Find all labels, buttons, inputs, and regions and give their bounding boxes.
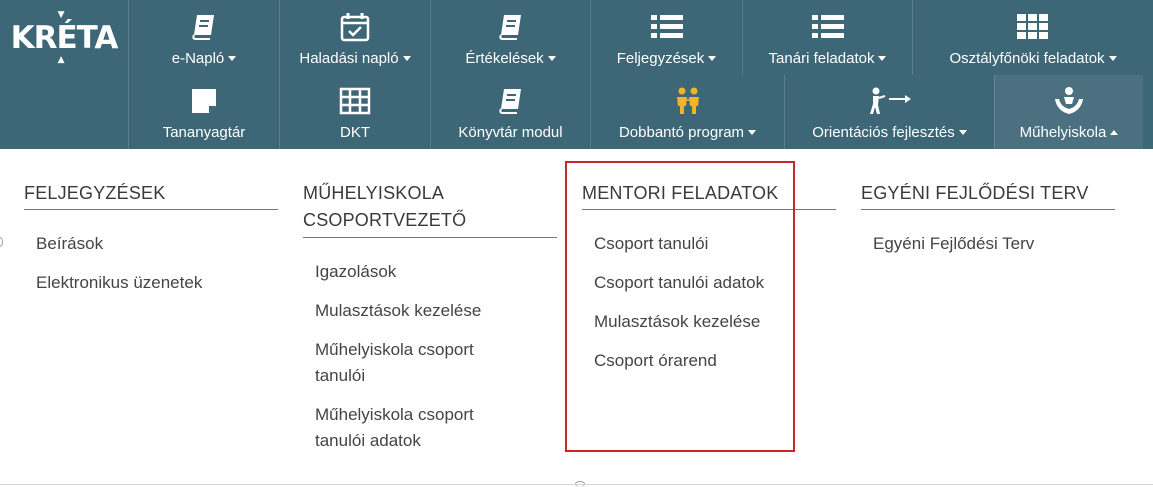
menu-link-igazolasok[interactable]: Igazolások — [315, 262, 397, 281]
column-divider — [861, 209, 1115, 210]
menu-link-egyeni-fejlodesi-terv[interactable]: Egyéni Fejlődési Terv — [873, 234, 1035, 253]
nav-label: Műhelyiskola — [1019, 124, 1107, 141]
caret-down-icon — [708, 56, 716, 61]
menu-bottom-border — [0, 484, 1153, 485]
nav-muhelyiskola[interactable] — [994, 75, 1143, 149]
nav-label: Osztályfőnöki feladatok — [949, 50, 1105, 67]
hands-person-icon — [1052, 84, 1086, 118]
column-title: FELJEGYZÉSEK — [24, 183, 166, 203]
kreta-logo[interactable] — [0, 0, 128, 75]
nav-ertekelesek[interactable] — [430, 0, 590, 75]
column-divider — [303, 237, 557, 238]
people-icon — [671, 84, 705, 118]
grid-icon — [1016, 10, 1050, 44]
nav-dobbanto-program[interactable] — [590, 75, 784, 149]
logo-text: KRÉTA — [10, 19, 118, 56]
nav-label: e-Napló — [171, 50, 225, 67]
caret-down-icon — [548, 56, 556, 61]
caret-down-icon — [228, 56, 236, 61]
caret-down-icon — [403, 56, 411, 61]
column-title: MENTORI FELADATOK — [582, 183, 779, 203]
menu-link-csoport-tanuloi-adatok[interactable]: Csoport tanulói adatok — [594, 273, 765, 292]
top-navigation — [0, 0, 1153, 149]
book-icon — [494, 84, 528, 118]
nav-label: Értékelések — [465, 50, 544, 67]
nav-haladasi-naplo[interactable] — [279, 0, 430, 75]
caret-down-icon — [1109, 56, 1117, 61]
menu-link-muhelyiskola-csoport-tanuloi-adatok[interactable]: Műhelyiskola csoport tanulói adatok — [315, 405, 474, 450]
nav-label: Dobbantó program — [618, 124, 745, 141]
nav-label: Feljegyzések — [616, 50, 705, 67]
nav-konyvtar-modul[interactable] — [430, 75, 590, 149]
menu-column-egyeni-fejlodesi-terv — [861, 180, 1115, 270]
note-icon — [187, 84, 221, 118]
menu-column-muhelyiskola-csoportvezeto — [303, 180, 557, 467]
caret-down-icon — [878, 56, 886, 61]
list-icon — [650, 10, 684, 44]
table-icon — [338, 84, 372, 118]
book-icon — [494, 10, 528, 44]
nav-feljegyzesek[interactable] — [590, 0, 742, 75]
person-arrow-icon — [866, 84, 914, 118]
menu-link-csoport-tanuloi[interactable]: Csoport tanulói — [594, 234, 709, 253]
column-divider — [582, 209, 836, 210]
nav-label: Orientációs fejlesztés — [812, 124, 955, 141]
nav-label: Könyvtár modul — [458, 124, 563, 141]
logo-triangle-top-icon: ▼ — [57, 9, 64, 20]
column-title-line2: CSOPORTVEZETŐ — [303, 210, 467, 230]
menu-link-elektronikus-uzenetek[interactable]: Elektronikus üzenetek — [36, 273, 203, 292]
nav-label: Tanári feladatok — [768, 50, 875, 67]
list-icon — [811, 10, 845, 44]
nav-label: DKT — [340, 124, 370, 141]
nav-label: Tananyagtár — [162, 124, 246, 141]
nav-label: Haladási napló — [299, 50, 399, 67]
caret-down-icon — [748, 130, 756, 135]
menu-link-beirasok[interactable]: Beírások — [36, 234, 104, 253]
caret-up-icon — [1110, 130, 1118, 135]
menu-column-mentori-feladatok — [582, 180, 836, 387]
nav-dkt[interactable] — [279, 75, 430, 149]
menu-link-mulasztasok-kezelese[interactable]: Mulasztások kezelése — [594, 312, 761, 331]
calendar-check-icon — [338, 10, 372, 44]
nav-orientacios-fejlesztes[interactable] — [784, 75, 994, 149]
menu-link-csoport-orarend[interactable]: Csoport órarend — [594, 351, 717, 370]
nav-e-naplo[interactable] — [128, 0, 279, 75]
nav-tanari-feladatok[interactable] — [742, 0, 912, 75]
column-divider — [24, 209, 278, 210]
column-title: EGYÉNI FEJLŐDÉSI TERV — [861, 183, 1089, 203]
menu-column-feljegyzesek — [24, 180, 278, 309]
caret-down-icon — [959, 130, 967, 135]
nav-osztalyfonoki-feladatok[interactable] — [912, 0, 1153, 75]
column-title-line1: MŰHELYISKOLA — [303, 183, 445, 203]
logo-triangle-bottom-icon: ▲ — [57, 54, 64, 65]
book-icon — [187, 10, 221, 44]
menu-link-mulasztasok-kezelese[interactable]: Mulasztások kezelése — [315, 301, 482, 320]
nav-tananyagtar[interactable] — [128, 75, 279, 149]
menu-link-muhelyiskola-csoport-tanuloi[interactable]: Műhelyiskola csoport tanulói — [315, 340, 474, 385]
edge-handle — [0, 237, 3, 247]
